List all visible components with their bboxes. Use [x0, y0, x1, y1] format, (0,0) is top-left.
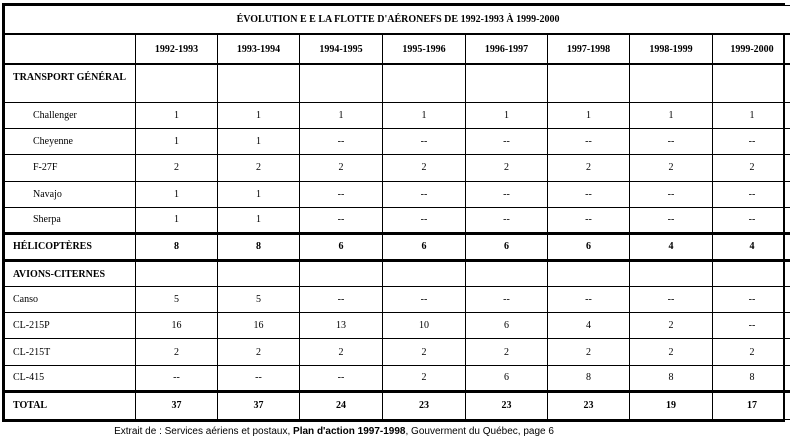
cell: -- [466, 181, 548, 207]
source-caption [0, 426, 668, 437]
cell: -- [300, 207, 383, 233]
cell: 2 [466, 339, 548, 365]
cell: -- [383, 181, 466, 207]
row-label: CL-215P [5, 313, 136, 339]
cell: 2 [713, 155, 790, 181]
cell: -- [300, 129, 383, 155]
cell: 16 [136, 313, 218, 339]
cell: 1 [218, 103, 300, 129]
cell: -- [300, 287, 383, 313]
cell: 6 [383, 233, 466, 260]
corner-cell [5, 34, 136, 64]
cell: 6 [466, 233, 548, 260]
cell: 23 [548, 391, 630, 419]
section-row-transport [5, 64, 790, 102]
cell: 4 [630, 233, 713, 260]
cell: 1 [218, 207, 300, 233]
year-header: 1997-1998 [548, 34, 630, 64]
cell: 1 [630, 103, 713, 129]
cell: 6 [466, 365, 548, 391]
cell: -- [548, 129, 630, 155]
cell: 1 [136, 103, 218, 129]
cell: 6 [548, 233, 630, 260]
cell: -- [466, 287, 548, 313]
cell: 8 [630, 365, 713, 391]
cell: -- [630, 287, 713, 313]
section-row-helicopteres [5, 233, 790, 260]
row-label: Canso [5, 287, 136, 313]
table-row [5, 313, 790, 339]
cell: 5 [218, 287, 300, 313]
table-row [5, 129, 790, 155]
cell: -- [136, 365, 218, 391]
cell: -- [630, 207, 713, 233]
cell: 23 [466, 391, 548, 419]
row-label: Sherpa [5, 207, 136, 233]
table-title: ÉVOLUTION E E LA FLOTTE D'AÉRONEFS DE 1992-1993 À 1999-2000 [5, 6, 790, 35]
cell: 1 [548, 103, 630, 129]
row-label: F-27F [5, 155, 136, 181]
caption-plan-title: Plan d'action 1997-1998 [293, 426, 406, 437]
section-label: AVIONS-CITERNES [5, 261, 136, 287]
cell: 2 [383, 339, 466, 365]
cell: 1 [136, 129, 218, 155]
cell: 13 [300, 313, 383, 339]
cell: 2 [383, 155, 466, 181]
cell: 16 [218, 313, 300, 339]
year-header: 1996-1997 [466, 34, 548, 64]
row-label: Challenger [5, 103, 136, 129]
cell: 2 [713, 339, 790, 365]
caption-suffix: , Gouverment du Québec, page 6 [405, 426, 554, 437]
table-row [5, 207, 790, 233]
cell: 2 [136, 155, 218, 181]
cell: -- [466, 207, 548, 233]
cell: 1 [218, 129, 300, 155]
cell: 5 [136, 287, 218, 313]
cell: 2 [136, 339, 218, 365]
cell: 2 [466, 155, 548, 181]
cell: -- [218, 365, 300, 391]
cell: 8 [136, 233, 218, 260]
cell: 2 [548, 155, 630, 181]
section-label: TRANSPORT GÉNÉRAL [5, 64, 136, 102]
cell: -- [713, 181, 790, 207]
row-label: CL-415 [5, 365, 136, 391]
cell: 2 [630, 155, 713, 181]
cell: 4 [713, 233, 790, 260]
cell: 17 [713, 391, 790, 419]
cell: -- [548, 287, 630, 313]
cell: 2 [630, 313, 713, 339]
cell: -- [630, 129, 713, 155]
cell: -- [548, 207, 630, 233]
cell: -- [300, 181, 383, 207]
cell: -- [548, 181, 630, 207]
cell: 2 [300, 339, 383, 365]
year-header: 1998-1999 [630, 34, 713, 64]
cell: 37 [218, 391, 300, 419]
total-row [5, 391, 790, 419]
cell: 1 [466, 103, 548, 129]
cell: -- [300, 365, 383, 391]
table-row [5, 365, 790, 391]
cell: 8 [218, 233, 300, 260]
cell: 1 [136, 207, 218, 233]
cell: -- [713, 129, 790, 155]
cell: 2 [630, 339, 713, 365]
cell: -- [466, 129, 548, 155]
cell: -- [713, 207, 790, 233]
cell: 1 [383, 103, 466, 129]
cell: -- [383, 129, 466, 155]
cell: -- [713, 313, 790, 339]
row-label: Cheyenne [5, 129, 136, 155]
total-label: TOTAL [5, 391, 136, 419]
cell: 1 [300, 103, 383, 129]
cell: -- [383, 287, 466, 313]
cell: 2 [548, 339, 630, 365]
row-label: CL-215T [5, 339, 136, 365]
cell: 2 [300, 155, 383, 181]
cell: 1 [218, 181, 300, 207]
year-header: 1993-1994 [218, 34, 300, 64]
cell: -- [630, 181, 713, 207]
year-header: 1994-1995 [300, 34, 383, 64]
table-row [5, 181, 790, 207]
cell: 37 [136, 391, 218, 419]
cell: 2 [218, 339, 300, 365]
year-header: 1992-1993 [136, 34, 218, 64]
cell: 6 [466, 313, 548, 339]
section-row-citernes [5, 261, 790, 287]
cell: -- [713, 287, 790, 313]
table-row [5, 287, 790, 313]
cell: 4 [548, 313, 630, 339]
cell: 23 [383, 391, 466, 419]
cell: 10 [383, 313, 466, 339]
cell: 19 [630, 391, 713, 419]
fleet-table [4, 5, 790, 420]
cell: -- [383, 207, 466, 233]
section-label: HÉLICOPTÈRES [5, 233, 136, 260]
cell: 2 [383, 365, 466, 391]
cell: 2 [218, 155, 300, 181]
year-header-row [5, 34, 790, 64]
caption-prefix: Extrait de : Services aériens et postaux, [114, 426, 294, 437]
row-label: Navajo [5, 181, 136, 207]
table-row [5, 339, 790, 365]
fleet-table-frame [2, 3, 785, 422]
year-header: 1999-2000 [713, 34, 790, 64]
table-row [5, 103, 790, 129]
cell: 24 [300, 391, 383, 419]
cell: 8 [713, 365, 790, 391]
cell: 1 [713, 103, 790, 129]
year-header: 1995-1996 [383, 34, 466, 64]
cell: 8 [548, 365, 630, 391]
cell: 1 [136, 181, 218, 207]
cell: 6 [300, 233, 383, 260]
table-row [5, 155, 790, 181]
